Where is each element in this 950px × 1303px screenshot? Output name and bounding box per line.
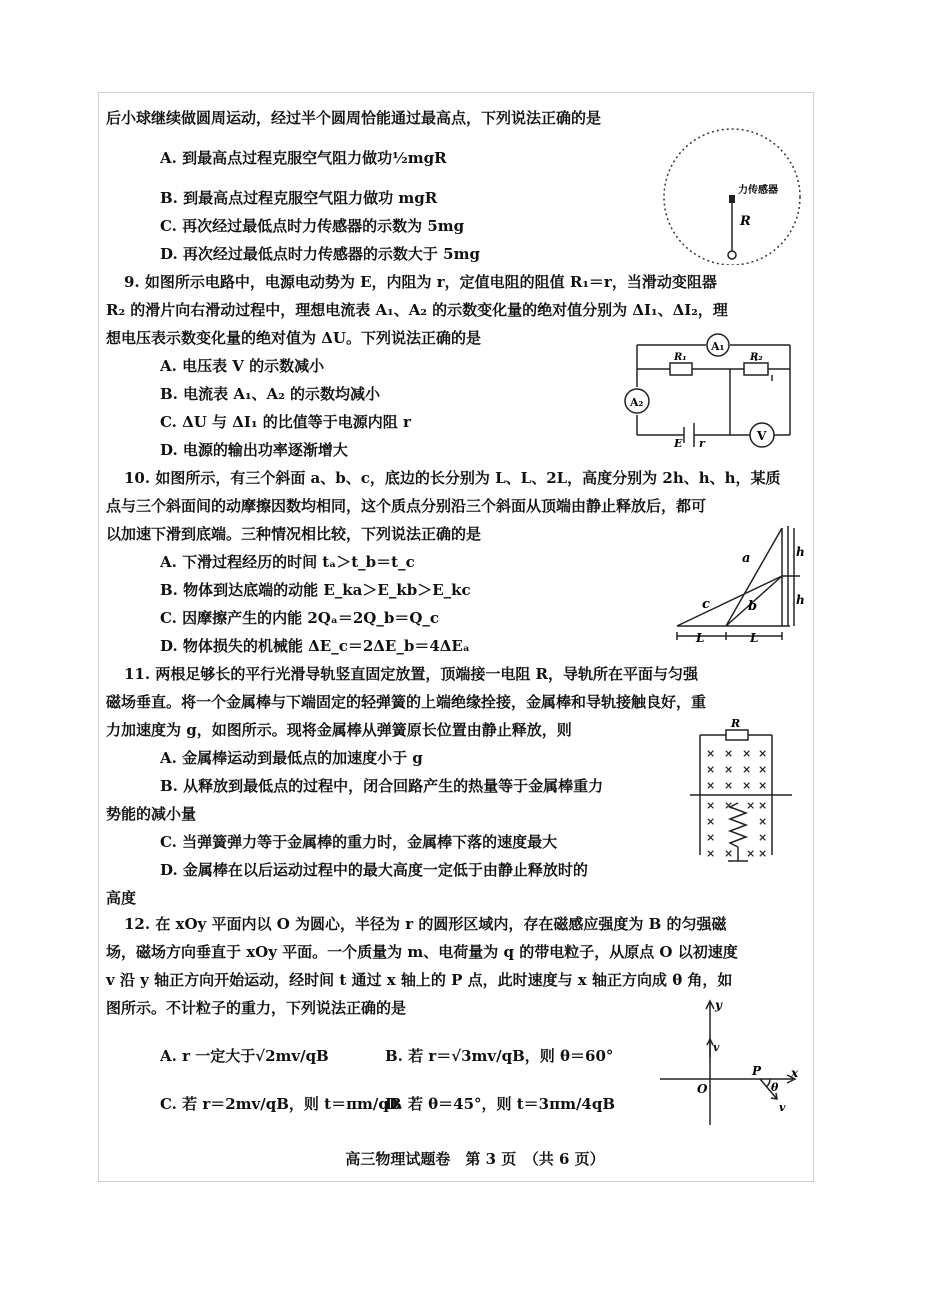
svg-text:×: × (742, 779, 752, 792)
point-p-label: P (752, 1064, 762, 1078)
q12-stem-line1: 12. 在 xOy 平面内以 O 为圆心，半径为 r 的圆形区域内，存在磁感应强度为 B 的匀强磁 (124, 915, 727, 933)
q9-option-d: D. 电源的输出功率逐渐增大 (160, 441, 348, 459)
ammeter-a2-label: A₂ (630, 396, 644, 409)
q12-stem-line2: 场，磁场方向垂直于 xOy 平面。一个质量为 m、电荷量为 q 的带电粒子，从原点 O 以初速度 (106, 943, 738, 961)
voltmeter-label: V (757, 429, 767, 443)
slope-b-label: b (748, 599, 758, 614)
svg-text:×: × (758, 763, 768, 776)
q9-option-c: C. ΔU 与 ΔI₁ 的比值等于电源内阻 r (160, 413, 411, 431)
q11-option-b-line2: 势能的减小量 (106, 805, 197, 823)
q9-option-a: A. 电压表 V 的示数减小 (160, 357, 325, 375)
q8-option-d: D. 再次经过最低点时力传感器的示数大于 5mg (160, 245, 480, 263)
q9-circuit-figure (622, 325, 802, 450)
emf-label: E (674, 437, 683, 450)
q11-stem-line2: 磁场垂直。将一个金属棒与下端固定的轻弹簧的上端绝缘拴接，金属棒和导轨接触良好，重 (106, 693, 707, 711)
svg-text:×: × (758, 847, 768, 860)
q8-option-a: A. 到最高点过程克服空气阻力做功½mgR (160, 149, 447, 167)
internal-r-label: r (699, 437, 705, 450)
svg-text:×: × (758, 831, 768, 844)
q11-option-d-line2: 高度 (106, 889, 137, 907)
length-l-left: L (696, 631, 705, 645)
q10-stem-line3: 以加速下滑到底端。三种情况相比较，下列说法正确的是 (106, 525, 482, 543)
q12-option-b: B. 若 r＝√3mv/qB，则 θ＝60° (385, 1047, 614, 1065)
page-footer: 高三物理试题卷 第 3 页 （共 6 页） (345, 1150, 605, 1168)
initial-velocity-label: v (713, 1041, 720, 1054)
svg-text:×: × (724, 747, 734, 760)
q9-option-b: B. 电流表 A₁、A₂ 的示数均减小 (160, 385, 380, 403)
q12-option-c: C. 若 r＝2mv/qB，则 t＝πm/qB (160, 1095, 402, 1113)
r1-label: R₁ (674, 352, 687, 363)
svg-text:×: × (758, 779, 768, 792)
length-l-right: L (750, 631, 759, 645)
sensor-label: 力传感器 (738, 185, 778, 196)
q11-option-a: A. 金属棒运动到最低点的加速度小于 g (160, 749, 423, 767)
q8-circle-figure (660, 125, 810, 265)
resistor-r-label: R (731, 717, 741, 730)
q9-stem-line1: 9. 如图所示电路中，电源电动势为 E，内阻为 r，定值电阻的阻值 R₁＝r，当滑动变阻器 (124, 273, 717, 291)
q9-stem-line2: R₂ 的滑片向右滑动过程中，理想电流表 A₁、A₂ 的示数变化量的绝对值分别为 ΔI₁、ΔI₂，理 (106, 301, 728, 319)
slope-c-label: c (702, 597, 710, 612)
slope-a-label: a (742, 551, 751, 566)
x-axis-label: x (791, 1066, 799, 1080)
svg-text:×: × (758, 815, 768, 828)
q10-option-b: B. 物体到达底端的动能 E_ka＞E_kb＞E_kc (160, 581, 471, 599)
q8-option-b: B. 到最高点过程克服空气阻力做功 mgR (160, 189, 438, 207)
q12-option-a: A. r 一定大于√2mv/qB (160, 1047, 329, 1065)
svg-text:×: × (706, 763, 716, 776)
y-axis-label: y (715, 998, 722, 1012)
q11-stem-line3: 力加速度为 g，如图所示。现将金属棒从弹簧原长位置由静止释放，则 (106, 721, 572, 739)
svg-text:×: × (724, 847, 734, 860)
svg-text:×: × (742, 763, 752, 776)
q11-option-b-line1: B. 从释放到最低点的过程中，闭合回路产生的热量等于金属棒重力 (160, 777, 604, 795)
q8-option-c: C. 再次经过最低点时力传感器的示数为 5mg (160, 217, 465, 235)
q11-stem-line1: 11. 两根足够长的平行光滑导轨竖直固定放置，顶端接一电阻 R，导轨所在平面与匀强 (124, 665, 699, 683)
q10-option-d: D. 物体损失的机械能 ΔE_c＝2ΔE_b＝4ΔEₐ (160, 637, 470, 655)
svg-text:×: × (706, 815, 716, 828)
svg-text:×: × (724, 779, 734, 792)
svg-text:×: × (706, 779, 716, 792)
height-h-upper: h (796, 545, 805, 559)
q10-option-a: A. 下滑过程经历的时间 tₐ＞t_b＝t_c (160, 553, 415, 571)
q11-rail-figure (688, 715, 798, 865)
q11-option-c: C. 当弹簧弹力等于金属棒的重力时，金属棒下落的速度最大 (160, 833, 558, 851)
q11-option-d-line1: D. 金属棒在以后运动过程中的最大高度一定低于由静止释放时的 (160, 861, 588, 879)
q10-stem-line2: 点与三个斜面间的动摩擦因数均相同，这个质点分别沿三个斜面从顶端由静止释放后，都可 (106, 497, 707, 515)
svg-text:×: × (706, 799, 716, 812)
svg-text:×: × (724, 799, 734, 812)
height-h-lower: h (796, 593, 805, 607)
q12-stem-line4: 图所示。不计粒子的重力，下列说法正确的是 (106, 999, 407, 1017)
final-velocity-label: v (779, 1101, 786, 1114)
svg-text:×: × (746, 799, 756, 812)
q12-option-d: D. 若 θ＝45°，则 t＝3πm/4qB (385, 1095, 616, 1113)
q9-stem-line3: 想电压表示数变化量的绝对值为 ΔU。下列说法正确的是 (106, 329, 481, 347)
q10-option-c: C. 因摩擦产生的内能 2Qₐ＝2Q_b＝Q_c (160, 609, 440, 627)
q12-stem-line3: v 沿 y 轴正方向开始运动，经时间 t 通过 x 轴上的 P 点，此时速度与 x 轴正方向成 θ 角，如 (106, 971, 733, 989)
q10-incline-figure (672, 518, 812, 658)
theta-label: θ (771, 1081, 779, 1094)
r2-label: R₂ (750, 352, 763, 363)
radius-label: R (740, 214, 751, 229)
svg-text:×: × (706, 831, 716, 844)
svg-text:×: × (724, 763, 734, 776)
origin-label: O (697, 1082, 708, 1096)
svg-text:×: × (758, 799, 768, 812)
svg-text:×: × (758, 747, 768, 760)
svg-text:×: × (706, 847, 716, 860)
svg-text:×: × (746, 847, 756, 860)
q10-stem-line1: 10. 如图所示，有三个斜面 a、b、c，底边的长分别为 L、L、2L，高度分别为 2h、h、h，某质 (124, 469, 781, 487)
q12-axes-figure (655, 995, 805, 1130)
svg-text:×: × (706, 747, 716, 760)
q8-stem-tail: 后小球继续做圆周运动，经过半个圆周恰能通过最高点，下列说法正确的是 (106, 109, 602, 127)
ammeter-a1-label: A₁ (711, 340, 725, 353)
svg-text:×: × (742, 747, 752, 760)
